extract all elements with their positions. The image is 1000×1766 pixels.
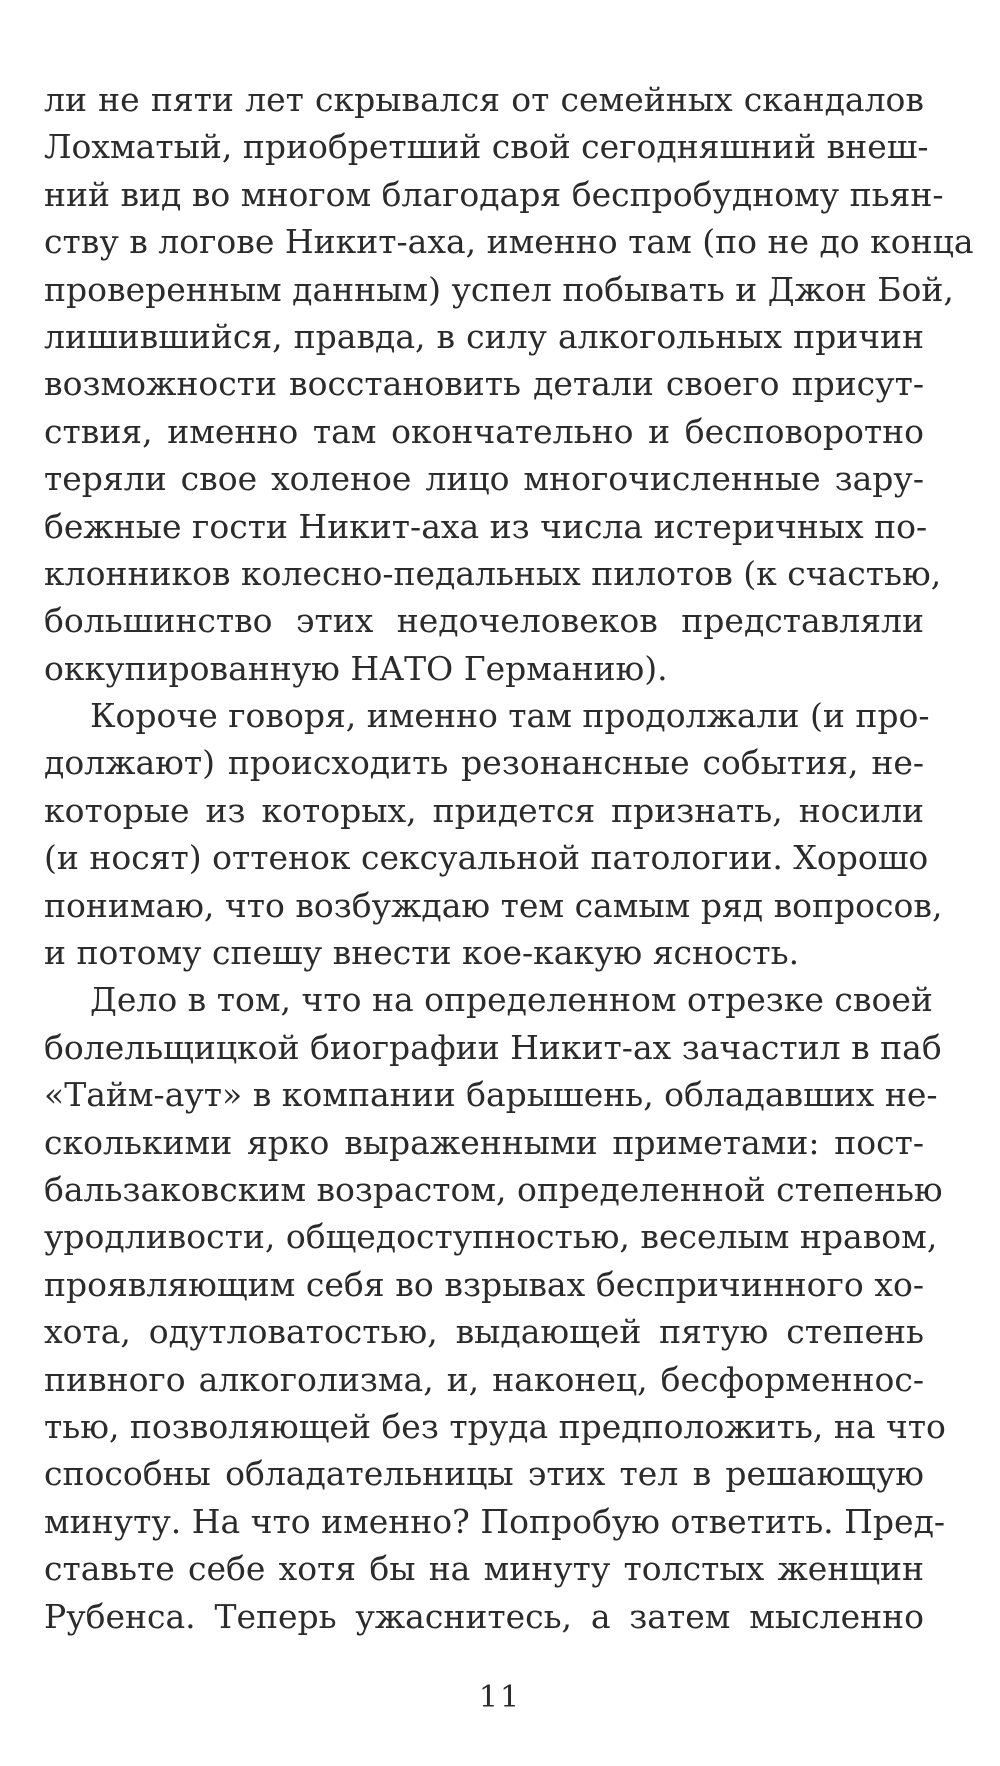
text-line: оккупированную НАТО Германию). — [44, 648, 668, 688]
text-line: хота, одутловатостью, выдающей пятую степень — [44, 1312, 924, 1352]
text-line: «Тайм-аут» в компании барышень, обладавших не- — [44, 1075, 938, 1115]
text-line: ству в логове Никит-аха, именно там (по не до конца — [44, 222, 974, 262]
text-line: и потому спешу внести кое-какую ясность. — [44, 933, 800, 973]
text-line: бежные гости Никит-аха из числа истеричных по- — [44, 506, 928, 546]
text-line: ли не пяти лет скрывался от семейных скандалов — [44, 80, 924, 119]
text-line: которые из которых, придется признать, носили — [44, 790, 924, 830]
text-line: ствия, именно там окончательно и бесповоротно — [44, 411, 924, 451]
text-line: понимаю, что возбуждаю тем самым ряд вопросов, — [44, 885, 943, 925]
text-line: уродливости, общедоступностью, веселым нравом, — [44, 1217, 938, 1257]
text-line: Короче говоря, именно там продолжали (и про- — [90, 696, 930, 736]
text-line: Рубенса. Теперь ужаснитесь, а затем мысленно — [44, 1596, 924, 1636]
text-line: болельщицкой биографии Никит-ах зачастил в паб — [44, 1027, 942, 1067]
text-line: пивного алкоголизма, и, наконец, бесформеннос- — [44, 1359, 924, 1399]
text-line: большинство этих недочеловеков представляли — [44, 601, 924, 641]
text-line: Лохматый, приобретший свой сегодняшний внеш- — [44, 127, 929, 167]
text-line: способны обладательницы этих тел в решающую — [44, 1454, 924, 1494]
text-line: теряли свое холеное лицо многочисленные зару- — [44, 459, 924, 499]
text-line: клонников колесно-педальных пилотов (к счастью, — [44, 553, 942, 593]
text-line: ставьте себе хотя бы на минуту толстых женщин — [44, 1549, 924, 1589]
text-line: (и носят) оттенок сексуальной патологии. Хорошо — [44, 838, 929, 878]
paragraph — [44, 692, 943, 976]
text-line: должают) происходить резонансные события, не- — [44, 743, 924, 783]
text-line: минуту. На что именно? Попробую ответить. Пред- — [44, 1501, 946, 1541]
text-line: проверенным данным) успел побывать и Джон Бой, — [44, 269, 954, 309]
text-line: бальзаковским возрастом, определенной степенью — [44, 1169, 943, 1209]
text-line: сколькими ярко выраженными приметами: пост- — [44, 1122, 924, 1162]
text-line: ний вид во многом благодаря беспробудному пьян- — [44, 174, 944, 214]
text-line: лишившийся, правда, в силу алкогольных причин — [44, 316, 924, 356]
body-text — [44, 76, 974, 1640]
text-line: тью, позволяющей без труда предположить, на что — [44, 1406, 946, 1446]
text-line: возможности восстановить детали своего присут- — [44, 364, 924, 404]
text-line: Дело в том, что на определенном отрезке своей — [90, 980, 933, 1020]
text-line: проявляющим себя во взрывах беспричинного хо- — [44, 1264, 924, 1304]
paragraph — [44, 976, 946, 1639]
page-number: 11 — [478, 1680, 522, 1715]
paragraph — [44, 76, 974, 692]
